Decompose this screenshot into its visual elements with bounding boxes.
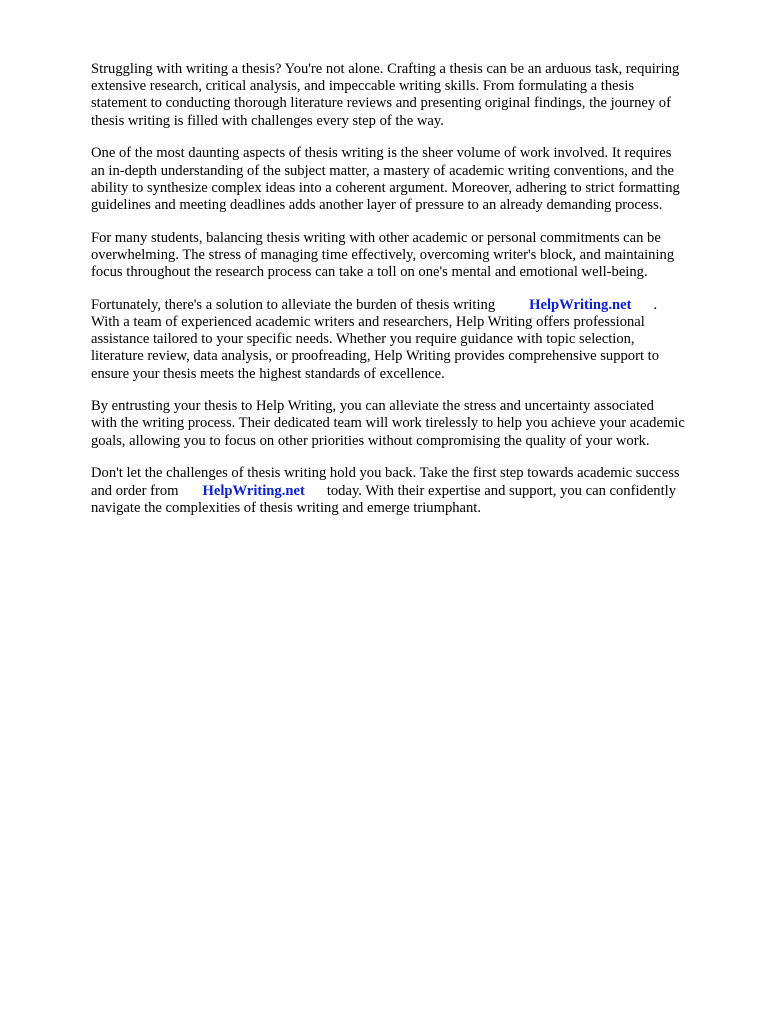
text-fragment: and order from <box>91 482 179 499</box>
text-line: with the writing process. Their dedicated team will work tirelessly to help you achieve your academic <box>91 415 685 432</box>
text-line <box>91 483 727 500</box>
text-line: guidelines and meeting deadlines adds another layer of pressure to an already demanding process. <box>91 196 663 213</box>
paragraph-2 <box>91 145 727 214</box>
text-line: Don't let the challenges of thesis writing hold you back. Take the first step towards academic success <box>91 465 680 482</box>
text-line <box>91 297 727 314</box>
text-line: By entrusting your thesis to Help Writing, you can alleviate the stress and uncertainty associated <box>91 398 654 415</box>
helpwriting-link[interactable]: HelpWriting.net <box>202 482 305 499</box>
text-line: Struggling with writing a thesis? You're not alone. Crafting a thesis can be an arduous task, requiring <box>91 61 680 77</box>
paragraph-5 <box>91 398 727 450</box>
paragraph-1 <box>91 61 727 130</box>
paragraph-4 <box>91 297 727 383</box>
text-fragment: Fortunately, there's a solution to alleviate the burden of thesis writing <box>91 296 496 313</box>
text-line: navigate the complexities of thesis writing and emerge triumphant. <box>91 499 482 516</box>
text-fragment: today. With their expertise and support, you can confidently <box>326 482 676 499</box>
text-line: One of the most daunting aspects of thesis writing is the sheer volume of work involved. It requires <box>91 145 672 162</box>
text-line: literature review, data analysis, or proofreading, Help Writing provides comprehensive support to <box>91 348 659 365</box>
paragraph-6 <box>91 465 727 517</box>
document-page <box>91 61 727 532</box>
text-line: extensive research, critical analysis, and impeccable writing skills. From formulating a thesis <box>91 78 635 95</box>
helpwriting-link[interactable]: HelpWriting.net <box>529 296 632 313</box>
paragraph-3 <box>91 230 727 282</box>
text-line: goals, allowing you to focus on other priorities without compromising the quality of your work. <box>91 432 650 449</box>
text-line: focus throughout the research process can take a toll on one's mental and emotional well-being. <box>91 264 648 281</box>
text-line: thesis writing is filled with challenges every step of the way. <box>91 112 444 129</box>
text-line: an in-depth understanding of the subject matter, a mastery of academic writing conventions, and the <box>91 162 674 179</box>
text-line: statement to conducting thorough literature reviews and presenting original findings, the journey of <box>91 95 671 112</box>
text-line: With a team of experienced academic writers and researchers, Help Writing offers professional <box>91 313 645 330</box>
text-line: assistance tailored to your specific needs. Whether you require guidance with topic selection, <box>91 331 635 348</box>
text-fragment: . <box>653 296 658 313</box>
text-line: ensure your thesis meets the highest standards of excellence. <box>91 365 445 382</box>
text-line: For many students, balancing thesis writing with other academic or personal commitments can be <box>91 229 661 246</box>
text-line: overwhelming. The stress of managing time effectively, overcoming writer's block, and maintaining <box>91 246 675 263</box>
text-line: ability to synthesize complex ideas into a coherent argument. Moreover, adhering to strict formatting <box>91 179 680 196</box>
